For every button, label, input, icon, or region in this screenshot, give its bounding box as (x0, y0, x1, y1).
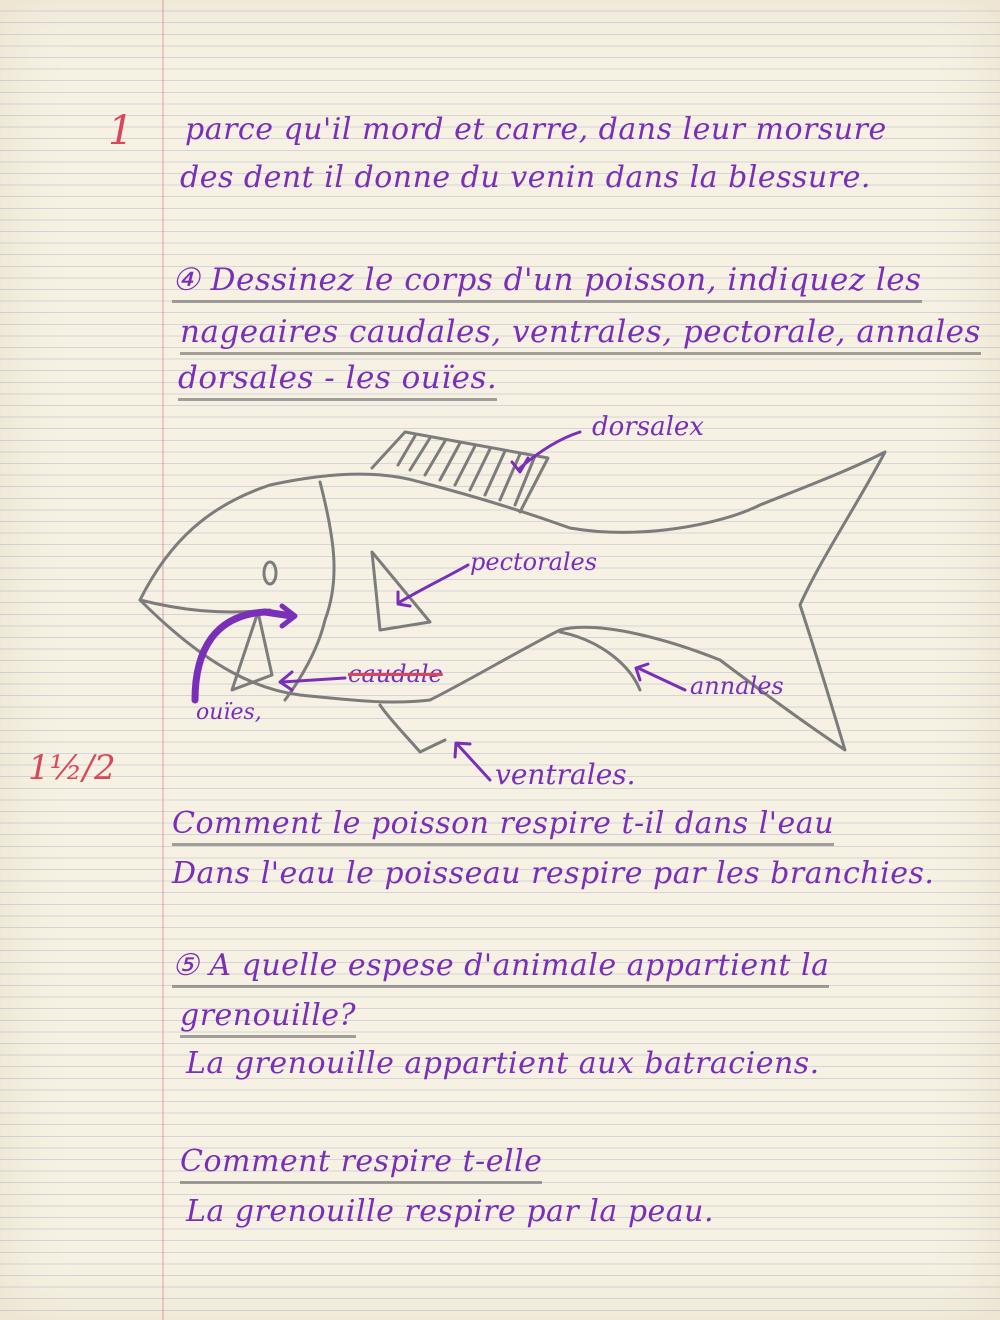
anal-fin (560, 632, 640, 690)
label-anal: annales (690, 672, 784, 700)
label-dorsal: dorsalex (592, 412, 704, 442)
fish-mouth-line (140, 600, 270, 612)
dorsal-arrow (520, 432, 580, 468)
question4-line2: nageaires caudales, ventrales, pectorale, annales (180, 314, 981, 355)
label-ventral: ventrales. (495, 758, 636, 791)
breathing-question: Comment le poisson respire t-il dans l'eau (172, 806, 834, 846)
label-pectoral: pectorales (470, 548, 598, 576)
frog-question: Comment respire t-elle (180, 1144, 542, 1184)
breathing-answer: Dans l'eau le poisseau respire par les branchies. (172, 856, 935, 891)
question5-answer: La grenouille appartient aux batraciens. (186, 1046, 820, 1081)
answer1-line1: parce qu'il mord et carre, dans leur morsure (185, 112, 887, 147)
ventral-fin (380, 705, 445, 752)
question4-line3: dorsales - les ouïes. (178, 360, 497, 401)
caudal-arrow (282, 678, 345, 682)
fish-eye (264, 562, 276, 584)
question5-line1: ⑤ A quelle espese d'animale appartient la (172, 948, 829, 988)
label-gills: ouïes, (196, 700, 262, 725)
question5-line2: grenouille? (180, 998, 356, 1038)
gill-cover (232, 612, 272, 690)
label-caudal: caudale (348, 660, 443, 688)
anal-arrow (638, 668, 685, 690)
question4-line1: ④ Dessinez le corps d'un poisson, indiquez les (172, 262, 922, 303)
grade-mark-second: 1½/2 (28, 748, 116, 788)
ventral-arrow (458, 745, 490, 780)
grade-mark-first: 1 (108, 108, 134, 154)
fish-gill-line (285, 482, 334, 700)
answer1-line2: des dent il donne du venin dans la blessure. (180, 160, 871, 195)
pectoral-arrow (400, 565, 468, 602)
frog-answer: La grenouille respire par la peau. (186, 1194, 715, 1229)
